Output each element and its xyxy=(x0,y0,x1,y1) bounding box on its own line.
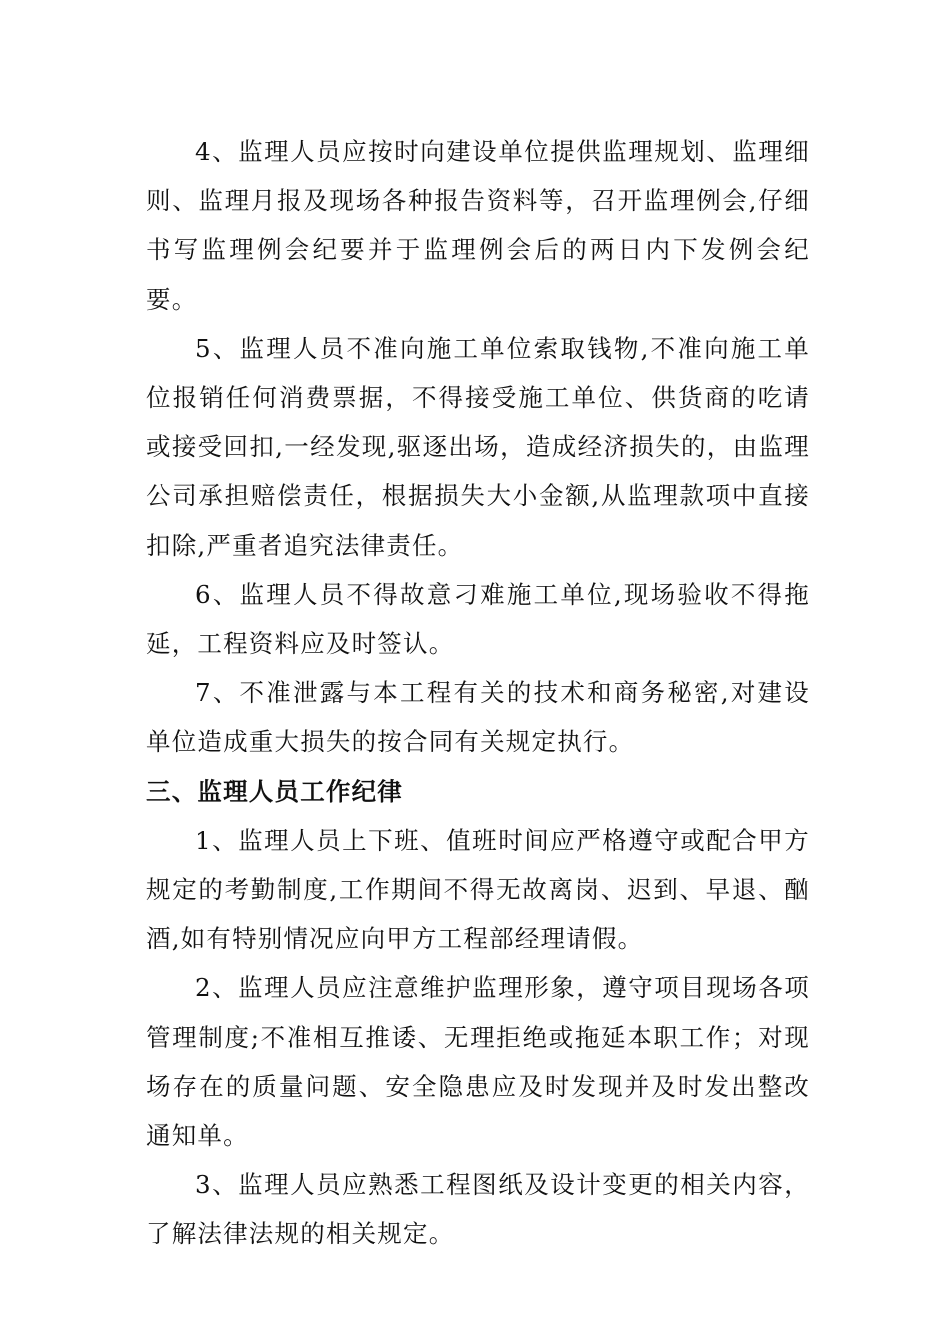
paragraph-item-7: 7、不准泄露与本工程有关的技术和商务秘密,对建设单位造成重大损失的按合同有关规定执行。 xyxy=(146,678,810,757)
paragraph-item-4: 4、监理人员应按时向建设单位提供监理规划、监理细则、监理月报及现场各种报告资料等，召开监理例会,仔细书写监理例会纪要并于监理例会后的两日内下发例会纪要。 xyxy=(146,137,810,314)
discipline-item-2: 2、监理人员应注意维护监理形象，遵守项目现场各项管理制度;不准相互推诿、无理拒绝或拖延本职工作；对现场存在的质量问题、安全隐患应及时发现并及时发出整改通知单。 xyxy=(146,973,810,1151)
document-body xyxy=(146,127,810,1259)
section-heading: 三、监理人员工作纪律 xyxy=(146,776,403,806)
paragraph-item-5: 5、监理人员不准向施工单位索取钱物,不准向施工单位报销任何消费票据，不得接受施工单位、供货商的吃请或接受回扣,一经发现,驱逐出场，造成经济损失的，由监理公司承担赔偿责任，根据损失大小金额,从监理款项中直接扣除,严重者追究法律责任。 xyxy=(146,333,810,560)
discipline-item-3: 3、监理人员应熟悉工程图纸及设计变更的相关内容，了解法律法规的相关规定。 xyxy=(146,1170,810,1249)
discipline-item-1: 1、监理人员上下班、值班时间应严格遵守或配合甲方规定的考勤制度,工作期间不得无故离岗、迟到、早退、酗酒,如有特别情况应向甲方工程部经理请假。 xyxy=(146,825,810,954)
paragraph-item-6: 6、监理人员不得故意刁难施工单位,现场验收不得拖延，工程资料应及时签认。 xyxy=(146,579,810,659)
